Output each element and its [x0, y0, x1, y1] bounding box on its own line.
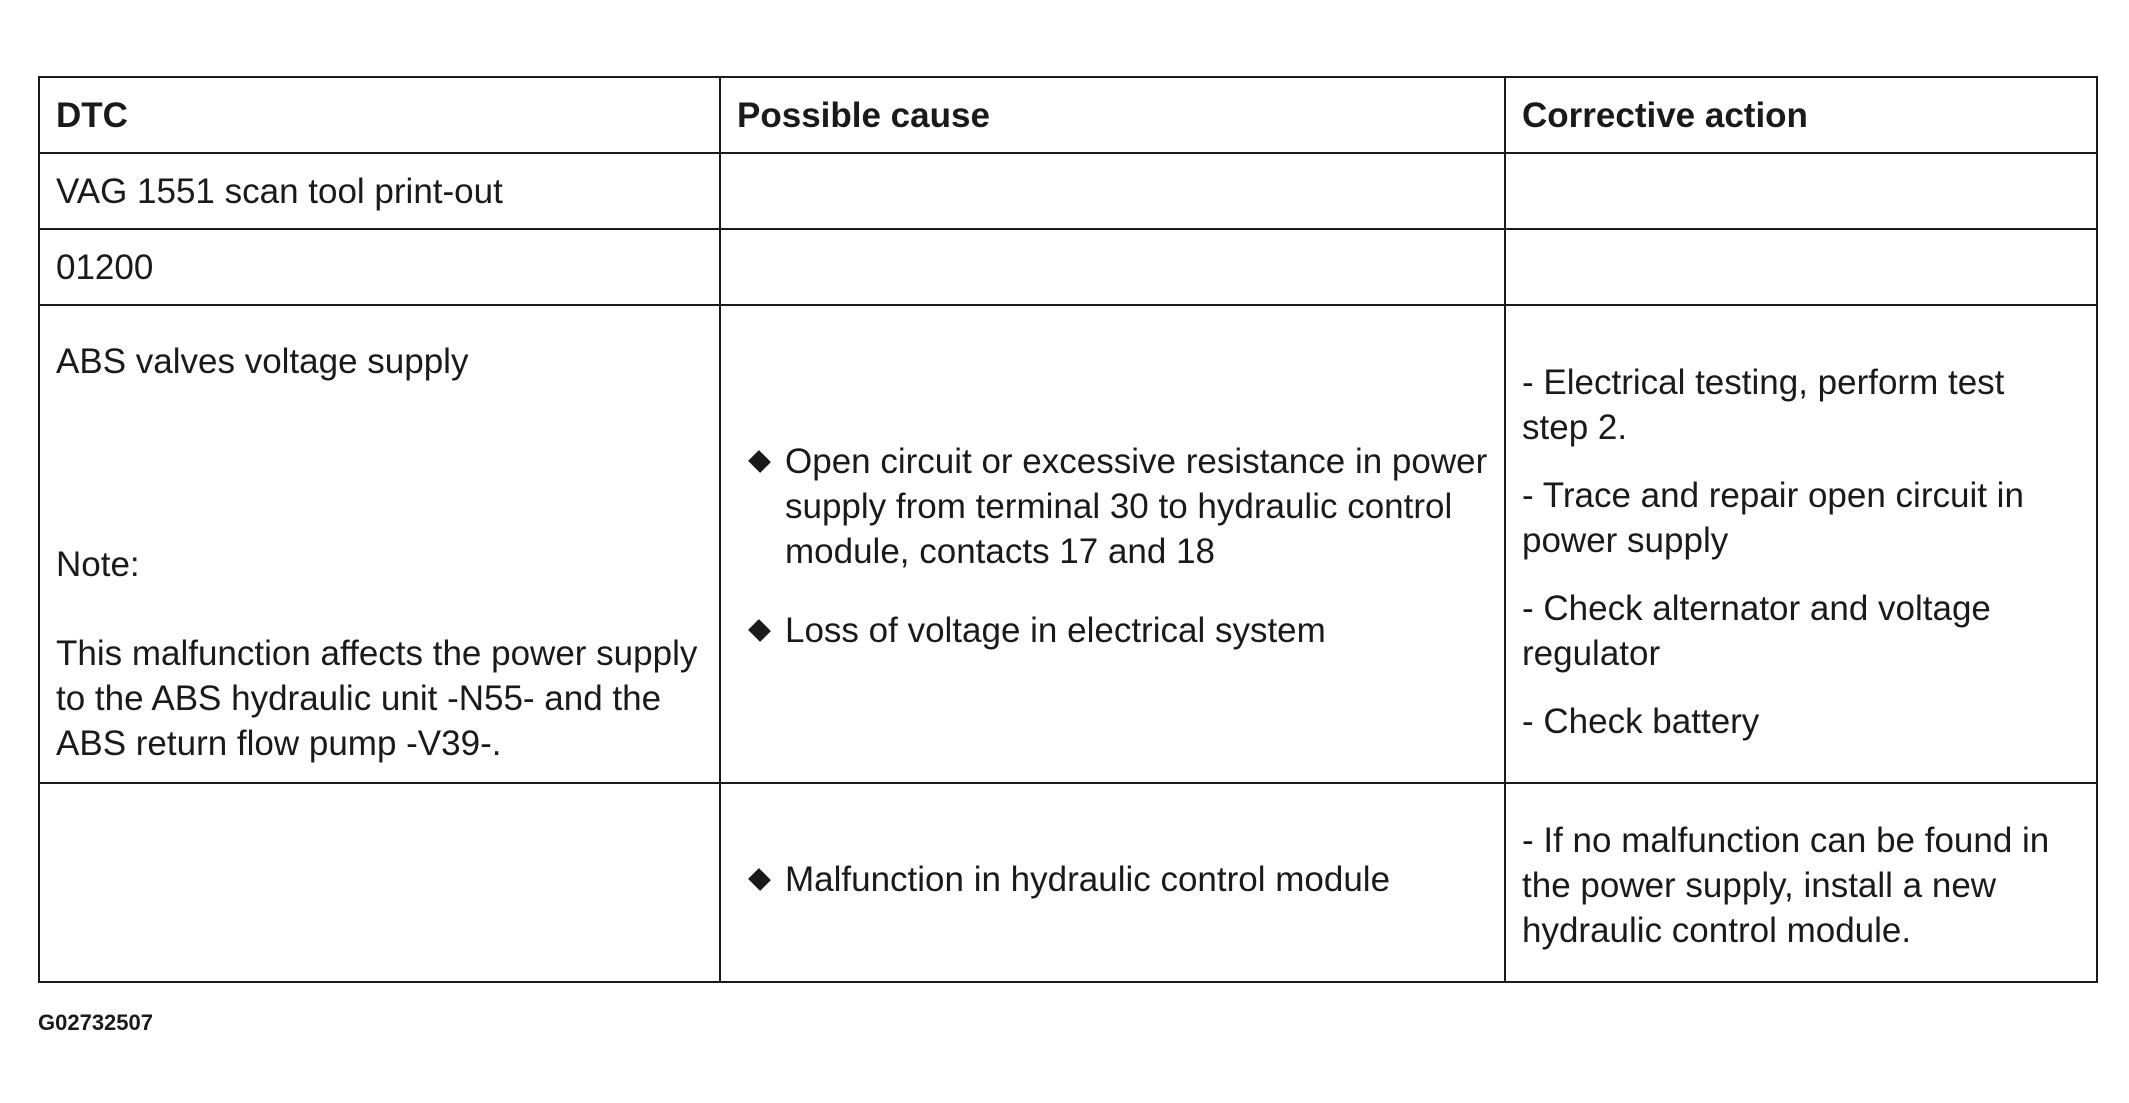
action-text: - If no malfunction can be found in the power supply, install a new hydraulic control module. [1522, 820, 2050, 950]
dtc-code: 01200 [39, 229, 720, 305]
table-row [39, 229, 2097, 305]
table-row [39, 153, 2097, 229]
list-item [737, 608, 1488, 653]
corrective-action-cell [1505, 783, 2097, 982]
empty-cell [39, 783, 720, 982]
figure-id: G02732507 [38, 1010, 153, 1035]
corrective-action-cell [1505, 305, 2097, 783]
action-text: - Check alternator and voltage regulator [1522, 588, 1991, 673]
empty-cell [720, 153, 1505, 229]
possible-cause-cell [720, 305, 1505, 783]
empty-cell [1505, 153, 2097, 229]
diamond-bullet-icon [748, 619, 771, 642]
header-possible-cause: Possible cause [720, 77, 1505, 153]
dtc-table [38, 76, 2098, 983]
table-row [39, 783, 2097, 982]
possible-cause-cell [720, 783, 1505, 982]
cause-list [737, 401, 1488, 653]
empty-cell [720, 229, 1505, 305]
dtc-description-cell [39, 305, 720, 783]
cause-text: Loss of voltage in electrical system [785, 611, 1326, 650]
cause-text: Malfunction in hydraulic control module [785, 860, 1391, 899]
cause-text: Open circuit or excessive resistance in power supply from terminal 30 to hydraulic control module, contacts 17 and 18 [785, 442, 1488, 571]
list-item [737, 439, 1488, 574]
action-text: - Trace and repair open circuit in power supply [1522, 475, 2024, 560]
note-text: This malfunction affects the power supply to the ABS hydraulic unit -N55- and the ABS return flow pump -V39-. [56, 633, 698, 763]
table-row [39, 305, 2097, 783]
diamond-bullet-icon [748, 450, 771, 473]
empty-cell [1505, 229, 2097, 305]
action-text: - Electrical testing, perform test step 2. [1522, 362, 2005, 447]
diamond-bullet-icon [748, 868, 771, 891]
scan-tool-label: VAG 1551 scan tool print-out [39, 153, 720, 229]
dtc-title: ABS valves voltage supply [56, 341, 469, 381]
action-text: - Check battery [1522, 701, 1760, 741]
action-list [1522, 322, 2080, 744]
header-row [39, 77, 2097, 153]
cause-list [737, 829, 1488, 902]
note-label: Note: [56, 544, 140, 584]
action-list [1522, 790, 2080, 953]
header-dtc: DTC [39, 77, 720, 153]
list-item [737, 857, 1488, 902]
header-corrective-action: Corrective action [1505, 77, 2097, 153]
